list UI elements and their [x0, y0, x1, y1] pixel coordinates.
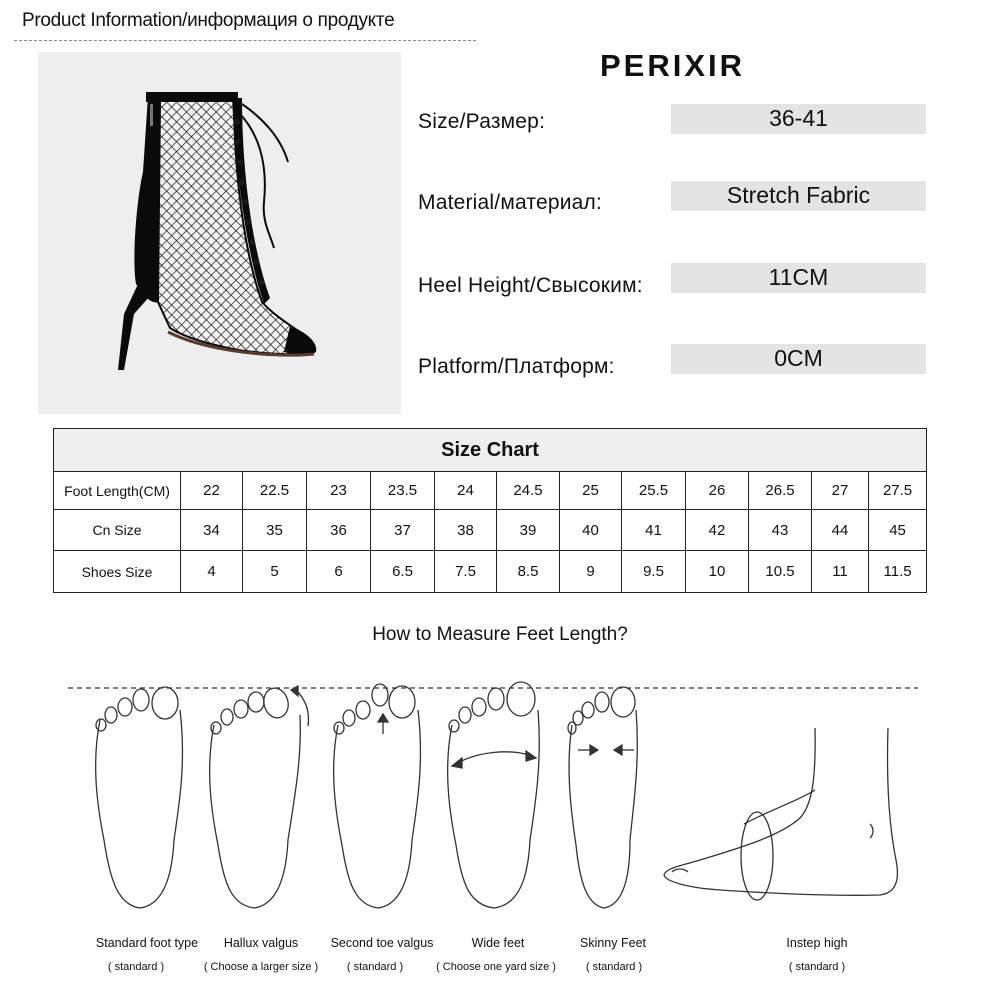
table-cell: 44: [812, 510, 869, 551]
table-cell: 36: [307, 510, 371, 551]
foot-types-illustration: [0, 660, 1000, 930]
table-cell: 8.5: [497, 551, 560, 593]
size-chart-title: Size Chart: [54, 429, 927, 472]
table-cell: 38: [435, 510, 497, 551]
table-cell: 45: [869, 510, 927, 551]
spec-heel-value: 11CM: [671, 263, 926, 293]
spec-platform-label: Platform/Платформ:: [418, 355, 615, 378]
table-cell: 25: [560, 472, 622, 510]
table-row: [54, 472, 927, 510]
spec-size-value: 36-41: [671, 104, 926, 134]
standard-foot-icon: [96, 687, 183, 908]
foot-type-instep-label: Instep high: [786, 936, 848, 950]
spec-size-label: Size/Размер:: [418, 110, 546, 133]
product-photo: [38, 52, 401, 414]
row-header: Foot Length(CM): [54, 472, 181, 510]
table-cell: 27: [812, 472, 869, 510]
skinny-foot-icon: [568, 687, 637, 908]
table-cell: 11: [812, 551, 869, 593]
foot-type-second-toe-note: ( standard ): [346, 961, 404, 973]
wide-foot-icon: [448, 682, 540, 908]
header-divider: [14, 40, 476, 41]
foot-type-instep-note: ( standard ): [788, 961, 846, 973]
foot-type-skinny-note: ( standard ): [585, 961, 643, 973]
table-cell: 35: [243, 510, 307, 551]
table-cell: 23: [307, 472, 371, 510]
table-cell: 10: [686, 551, 749, 593]
foot-type-hallux-label: Hallux valgus: [223, 936, 299, 950]
row-header: Cn Size: [54, 510, 181, 551]
foot-type-standard-note: ( standard ): [107, 961, 165, 973]
table-cell: 11.5: [869, 551, 927, 593]
foot-type-hallux-note: ( Choose a larger size ): [203, 961, 319, 973]
table-cell: 24: [435, 472, 497, 510]
table-cell: 4: [181, 551, 243, 593]
table-cell: 37: [371, 510, 435, 551]
table-cell: 10.5: [749, 551, 812, 593]
foot-type-second-toe-label: Second toe valgus: [330, 936, 434, 950]
table-cell: 25.5: [622, 472, 686, 510]
foot-type-skinny-label: Skinny Feet: [579, 936, 647, 950]
table-cell: 43: [749, 510, 812, 551]
table-cell: 34: [181, 510, 243, 551]
table-cell: 40: [560, 510, 622, 551]
table-cell: 23.5: [371, 472, 435, 510]
table-cell: 5: [243, 551, 307, 593]
table-cell: 26: [686, 472, 749, 510]
table-cell: 22.5: [243, 472, 307, 510]
spec-heel-label: Heel Height/Свысоким:: [418, 274, 643, 297]
foot-type-standard-label: Standard foot type: [95, 936, 199, 950]
table-cell: 7.5: [435, 551, 497, 593]
table-cell: 9.5: [622, 551, 686, 593]
foot-type-wide-note: ( Choose one yard size ): [436, 961, 556, 973]
table-cell: 27.5: [869, 472, 927, 510]
table-row: [54, 551, 927, 593]
table-cell: 42: [686, 510, 749, 551]
table-cell: 24.5: [497, 472, 560, 510]
table-cell: 22: [181, 472, 243, 510]
spec-material-label: Material/материал:: [418, 191, 603, 214]
boot-image: [38, 52, 401, 414]
brand-name: PERIXIR: [600, 48, 746, 83]
table-cell: 41: [622, 510, 686, 551]
table-cell: 6: [307, 551, 371, 593]
table-cell: 9: [560, 551, 622, 593]
row-header: Shoes Size: [54, 551, 181, 593]
foot-type-wide-label: Wide feet: [471, 936, 525, 950]
table-cell: 6.5: [371, 551, 435, 593]
measure-title: How to Measure Feet Length?: [372, 624, 628, 645]
table-cell: 39: [497, 510, 560, 551]
spec-material-value: Stretch Fabric: [671, 181, 926, 211]
header-title: Product Information/информация о продукте: [22, 10, 395, 31]
spec-platform-value: 0CM: [671, 344, 926, 374]
hallux-valgus-foot-icon: [210, 685, 309, 908]
table-cell: 26.5: [749, 472, 812, 510]
size-chart-table: [53, 428, 927, 593]
second-toe-valgus-foot-icon: [334, 684, 421, 908]
instep-high-foot-icon: [664, 728, 897, 900]
table-row: [54, 510, 927, 551]
